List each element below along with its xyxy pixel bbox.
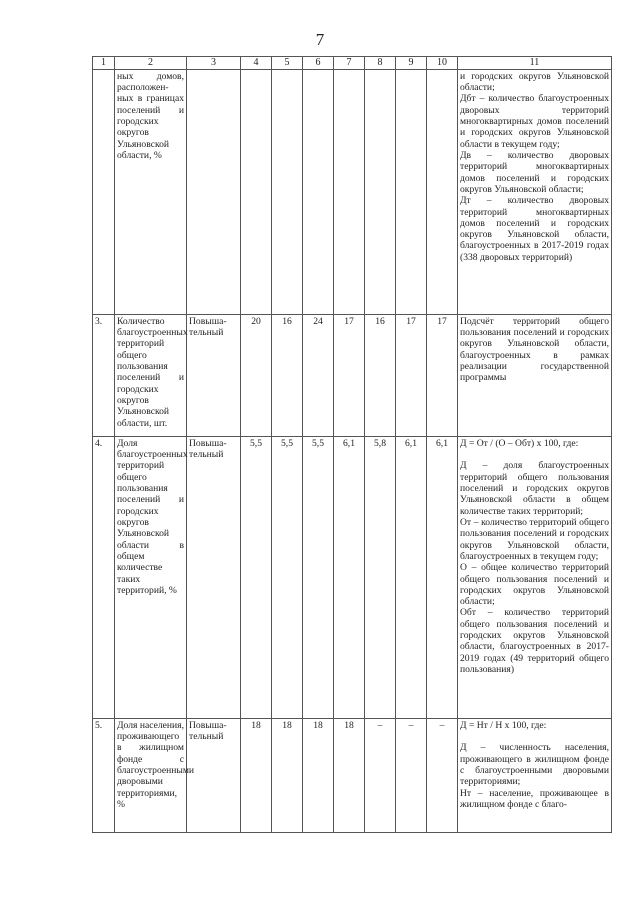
- value-cell: 18: [303, 718, 334, 832]
- method-line: Дт – количество дворовых территорий многоквартирных домов поселений и городских округов Ульяновской области, благоустроенных в 2017-2019 годах (338 дворовых территорий): [460, 195, 609, 263]
- method-line: [460, 731, 609, 742]
- method-cell: [458, 69, 612, 314]
- value-cell: [241, 69, 272, 314]
- method-line: Нт – население, проживающее в жилищном фонде с благо-: [460, 787, 609, 810]
- method-line: [460, 449, 609, 460]
- trend-cell: [187, 69, 241, 314]
- value-cell: –: [396, 718, 427, 832]
- value-cell: –: [365, 718, 396, 832]
- value-cell: [365, 69, 396, 314]
- header-cell: 1: [93, 57, 115, 70]
- header-cell: 7: [334, 57, 365, 70]
- method-line: Дв – количество дворовых территорий многоквартирных домов поселений и городских округов Ульяновской области;: [460, 149, 609, 195]
- value-cell: 24: [303, 314, 334, 436]
- table-row: [93, 314, 612, 436]
- value-cell: 17: [396, 314, 427, 436]
- value-cell: 5,5: [241, 436, 272, 718]
- row-index-cell: 5.: [93, 718, 115, 832]
- value-cell: 17: [334, 314, 365, 436]
- value-cell: 5,5: [303, 436, 334, 718]
- method-line: Обт – количество территорий общего пользования поселений и городских округов Ульяновской области, благоустроенных в 2017-2019 годах (49 территорий общего пользования): [460, 607, 609, 676]
- table-row: [93, 718, 612, 832]
- method-line: Д – доля благоустроенных территорий общего пользования поселений и городских округов Ульяновской области в общем количестве таких территорий;: [460, 460, 609, 517]
- value-cell: 6,1: [396, 436, 427, 718]
- method-line: От – количество территорий общего пользования поселений и городских округов Ульяновской области, благоустроенных в текущем году;: [460, 516, 609, 562]
- header-cell: 9: [396, 57, 427, 70]
- value-cell: 16: [272, 314, 303, 436]
- method-line: Д = От / (О – Обт) х 100, где:: [460, 437, 579, 449]
- method-cell: [458, 436, 612, 718]
- indicator-name-cell: Доля благоустроенных территорий общего пользования поселений и городских округов Ульяновской области в общем количестве таких территорий, %: [115, 436, 187, 718]
- method-cell: [458, 314, 612, 436]
- table-row: [93, 436, 612, 718]
- value-cell: 18: [334, 718, 365, 832]
- indicator-name-cell: Доля населения, проживающего в жилищном фонде с благоустроенными дворовыми территориями, %: [115, 718, 187, 832]
- value-cell: 16: [365, 314, 396, 436]
- header-cell: 2: [115, 57, 187, 70]
- trend-cell: Повыша-тельный: [187, 314, 241, 436]
- value-cell: [396, 69, 427, 314]
- indicator-name-cell: Количество благоустроенных территорий общего пользования поселений и городских округов Ульяновской области, шт.: [115, 314, 187, 436]
- header-cell: 11: [458, 57, 612, 70]
- value-cell: 18: [241, 718, 272, 832]
- header-cell: 4: [241, 57, 272, 70]
- header-cell: 8: [365, 57, 396, 70]
- value-cell: 18: [272, 718, 303, 832]
- value-cell: 5,5: [272, 436, 303, 718]
- value-cell: 5,8: [365, 436, 396, 718]
- value-cell: 20: [241, 314, 272, 436]
- trend-cell: Повыша-тельный: [187, 436, 241, 718]
- method-line: Подсчёт территорий общего пользования поселений и городских округов Ульяновской области, благоустроенных в рамках реализации государственной программы: [460, 315, 609, 384]
- header-cell: 3: [187, 57, 241, 70]
- value-cell: 17: [427, 314, 458, 436]
- indicators-table: [92, 56, 612, 833]
- value-cell: [303, 69, 334, 314]
- value-cell: [427, 69, 458, 314]
- table-row: [93, 69, 612, 314]
- method-line: Д – численность населения, проживающего в жилищном фонде с благоустроенными дворовыми территориями;: [460, 742, 609, 788]
- value-cell: 6,1: [334, 436, 365, 718]
- trend-cell: Повыша-тельный: [187, 718, 241, 832]
- header-cell: 6: [303, 57, 334, 70]
- value-cell: [272, 69, 303, 314]
- method-line: О – общее количество территорий общего пользования поселений и городских округов Ульяновской области;: [460, 562, 609, 608]
- header-cell: 10: [427, 57, 458, 70]
- row-index-cell: [93, 69, 115, 314]
- indicator-name-cell: ных домов, расположен-ных в границах поселений и городских округов Ульяновской области, %: [115, 69, 187, 314]
- value-cell: –: [427, 718, 458, 832]
- method-line: Дбт – количество благоустроенных дворовых территорий многоквартирных домов поселений и городских округов Ульяновской области в текущем году;: [460, 93, 609, 150]
- table-header-row: [93, 57, 612, 70]
- row-index-cell: 3.: [93, 314, 115, 436]
- header-cell: 5: [272, 57, 303, 70]
- method-line: и городских округов Ульяновской области;: [460, 70, 609, 94]
- value-cell: 6,1: [427, 436, 458, 718]
- method-line: Д = Нт / Н х 100, где:: [460, 719, 547, 731]
- row-index-cell: 4.: [93, 436, 115, 718]
- value-cell: [334, 69, 365, 314]
- method-cell: [458, 718, 612, 832]
- page-number: 7: [315, 30, 325, 49]
